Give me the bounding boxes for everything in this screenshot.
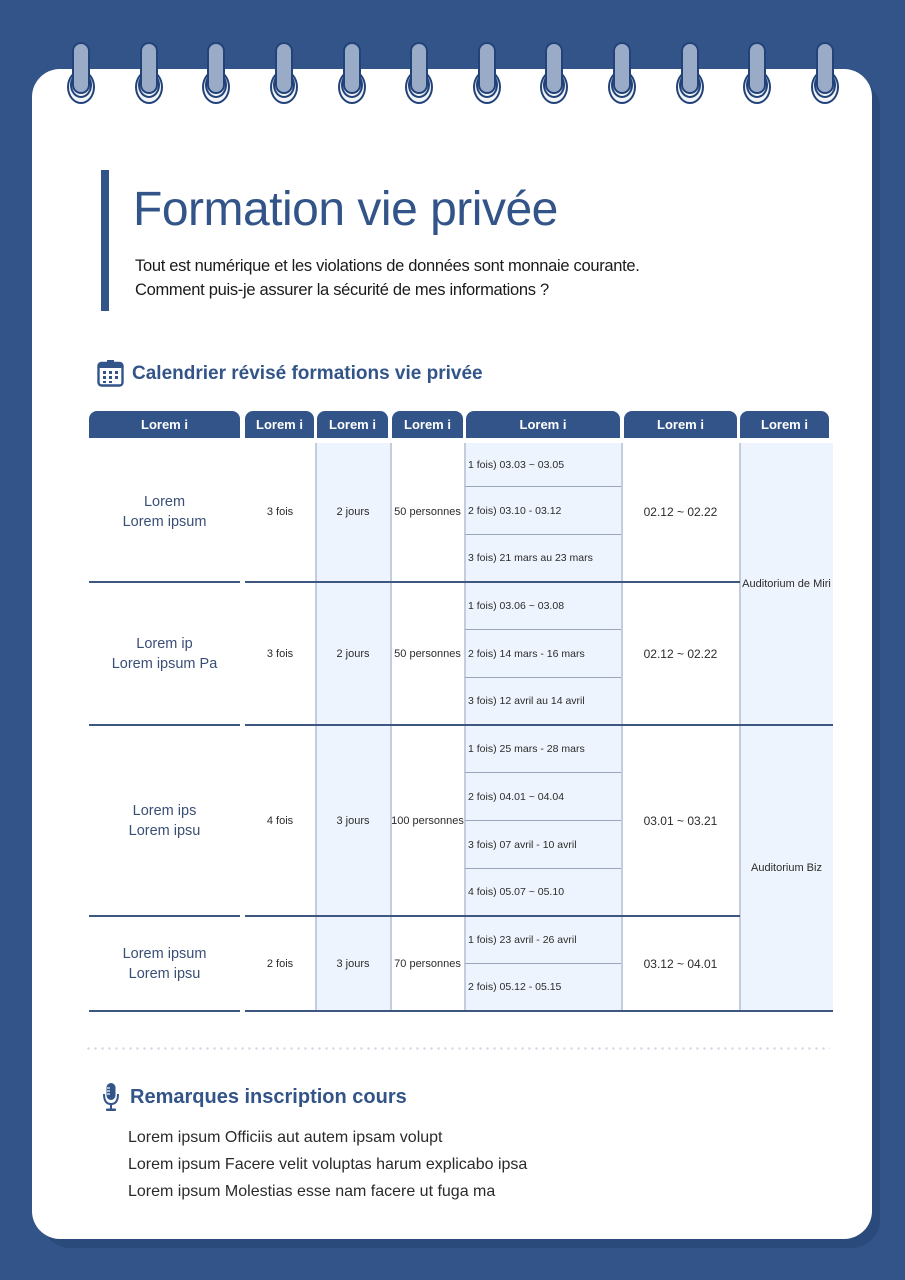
course-name [89, 583, 240, 724]
capacity-cell: 70 personnes [394, 957, 461, 970]
section-title: Calendrier révisé formations vie privée [132, 362, 483, 384]
row-divider [245, 1010, 833, 1012]
registration-cell: 03.01 ~ 03.21 [643, 813, 718, 828]
session-cell: 2 fois) 04.01 ~ 04.04 [468, 790, 565, 803]
spiral-ring-icon [202, 42, 230, 104]
column-header: Lorem i [624, 411, 737, 438]
spiral-ring-icon [338, 42, 366, 104]
column-header: Lorem i [245, 411, 314, 438]
course-name-line: Lorem ipsu [128, 965, 201, 982]
session-cell: 1 fois) 03.03 ~ 03.05 [468, 458, 565, 471]
course-name [89, 443, 240, 581]
course-name-line: Lorem [143, 494, 186, 510]
course-name-line: Lorem ipsum [122, 514, 207, 530]
remarks-title: Remarques inscription cours [130, 1085, 407, 1108]
capacity-cell: 50 personnes [394, 647, 461, 660]
column-header: Lorem i [317, 411, 388, 438]
remark-item: Lorem ipsum Facere velit voluptas harum explicabo ipsa [128, 1156, 528, 1173]
remark-item: Lorem ipsum Officiis aut autem ipsam volupt [128, 1129, 443, 1146]
spiral-ring-icon [270, 42, 298, 104]
spiral-ring-icon [135, 42, 163, 104]
session-cell: 2 fois) 05.12 - 05.15 [468, 981, 562, 993]
spiral-ring-icon [405, 42, 433, 104]
session-cell: 4 fois) 05.07 ~ 05.10 [468, 886, 565, 898]
course-name-line: Lorem ipsum [122, 945, 207, 962]
times-cell: 4 fois [266, 814, 294, 827]
page-title: Formation vie privée [133, 183, 558, 236]
spiral-ring-icon [540, 42, 568, 104]
course-name-line: Lorem ipsum Pa [111, 655, 218, 672]
duration-cell: 3 jours [336, 957, 370, 970]
spiral-ring-icon [608, 42, 636, 104]
session-cell: 3 fois) 21 mars au 23 mars [468, 552, 593, 564]
times-cell: 2 fois [266, 957, 294, 970]
registration-cell: 03.12 ~ 04.01 [643, 956, 718, 971]
venue-cell: Auditorium de Miri [742, 577, 831, 590]
duration-cell: 2 jours [336, 647, 370, 660]
remark-item: Lorem ipsum Molestias esse nam facere ut fuga ma [128, 1183, 496, 1200]
dotted-divider [85, 1047, 830, 1050]
course-name-line: Lorem ipsu [128, 822, 201, 839]
spiral-ring-icon [473, 42, 501, 104]
venue-cell: Auditorium Biz [751, 862, 822, 874]
remarks-list [128, 1124, 527, 1205]
course-name-line: Lorem ip [136, 635, 193, 652]
session-cell: 3 fois) 07 avril - 10 avril [468, 838, 577, 851]
column-header: Lorem i [740, 411, 829, 438]
capacity-cell: 50 personnes [394, 506, 461, 518]
schedule-section-heading [97, 360, 483, 387]
capacity-cell: 100 personnes [391, 814, 464, 827]
microphone-icon [102, 1082, 120, 1112]
course-name [89, 726, 240, 915]
page-subtitle [135, 254, 640, 302]
session-cell: 2 fois) 03.10 - 03.12 [468, 504, 562, 517]
registration-cell: 02.12 ~ 02.22 [643, 505, 718, 519]
spiral-ring-icon [67, 42, 95, 104]
session-cell: 1 fois) 25 mars - 28 mars [468, 743, 585, 755]
title-block [101, 170, 741, 311]
course-name [89, 917, 240, 1010]
column-header: Lorem i [466, 411, 620, 438]
session-cell: 1 fois) 23 avril - 26 avril [468, 934, 577, 946]
times-cell: 3 fois [266, 647, 294, 660]
column-header: Lorem i [89, 411, 240, 438]
subtitle-line: Tout est numérique et les violations de données sont monnaie courante. [135, 257, 640, 275]
course-name-line: Lorem ips [132, 802, 197, 819]
registration-cell: 02.12 ~ 02.22 [643, 646, 718, 661]
times-cell: 3 fois [266, 506, 294, 518]
column-header: Lorem i [392, 411, 463, 438]
calendar-icon [97, 360, 124, 387]
session-cell: 2 fois) 14 mars - 16 mars [468, 647, 585, 660]
subtitle-line: Comment puis-je assurer la sécurité de mes informations ? [135, 281, 549, 299]
spiral-ring-icon [811, 42, 839, 104]
session-cell: 3 fois) 12 avril au 14 avril [468, 695, 585, 707]
row-divider [89, 1010, 240, 1012]
duration-cell: 2 jours [336, 506, 370, 518]
remarks-heading [102, 1082, 407, 1112]
spiral-ring-icon [676, 42, 704, 104]
spiral-ring-icon [743, 42, 771, 104]
duration-cell: 3 jours [336, 814, 370, 827]
session-cell: 1 fois) 03.06 ~ 03.08 [468, 600, 565, 612]
